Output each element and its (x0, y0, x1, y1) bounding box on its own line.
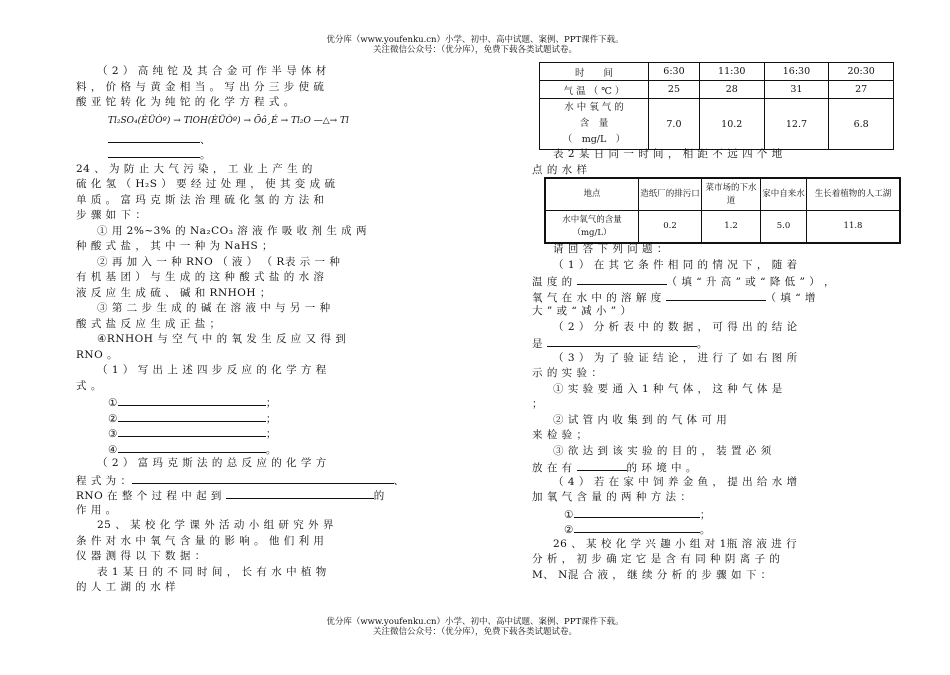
answer-row-2[interactable] (76, 410, 456, 426)
cell-line: （ mg/L ） (562, 134, 626, 145)
q25-line: ① 实 验 要 通 入 1 种 气 体 ， 这 种 气 体 是 (553, 382, 783, 395)
caption-line: 表 2 某 日 同 一 时 间 ， 相 距 不 远 四 个 地 (553, 148, 783, 160)
mark-1: ① (108, 397, 118, 409)
temp-fill-line[interactable] (532, 273, 910, 289)
footer-line-1: 优分库（www.youfenku.cn）小学、初中、高中试题、案例、PPT课件下载。 (326, 617, 624, 627)
table-cell: 11:30 (699, 63, 764, 81)
table-cell: 生长着植物的人工湖 (807, 178, 901, 211)
period-mark: 。 (200, 149, 211, 161)
q25-line: 示 的 实 验 ： (532, 367, 603, 379)
table-cell: 地点 (545, 178, 639, 211)
cell-line: 含 量 (579, 118, 609, 129)
table-cell: 20:30 (829, 63, 894, 81)
q26-line: M、 N混 合 液 ， 继 续 分 析 的 步 骤 如 下 ： (532, 568, 772, 581)
q25-line: 25 、 某 校 化 学 课 外 活 动 小 组 研 究 外 界 (97, 519, 334, 531)
cell-line: 水 中 氧 气 的 (564, 102, 624, 113)
table-cell: 31 (764, 81, 829, 99)
temp-suffix: （ 填 “ 升 高 ” 或 “ 降 低 ” ） ， (666, 276, 836, 288)
q24-line: 式 。 (76, 379, 102, 392)
mark-4: ④ (108, 443, 118, 456)
o2-prefix: 氧 气 在 水 中 的 溶 解 度 (532, 291, 662, 304)
q25-line: 请 回 答 下 列 问 题 ： (553, 243, 668, 255)
table-cell: 气 温 （ ℃ ） (540, 81, 649, 99)
answer-row-4[interactable] (76, 441, 456, 457)
answer-blank[interactable] (577, 459, 627, 471)
q24-line: 单 质 。 富 玛 克 斯 法 治 理 硫 化 氢 的 方 法 和 (76, 193, 325, 206)
table-row (540, 99, 894, 150)
q24-line: ② 再 加 入 一 种 RNO （ 液 ） （ R表 示 一 种 (97, 255, 341, 268)
answer-blank[interactable] (118, 394, 266, 406)
table-row (540, 63, 894, 81)
q24-line: ④RNHOH 与 空 气 中 的 氧 发 生 反 应 又 得 到 (97, 333, 347, 345)
table-cell: 16:30 (764, 63, 829, 81)
table-cell: 造纸厂的排污口 (639, 178, 702, 211)
temp-prefix: 温 度 的 (532, 276, 573, 288)
answer-blank[interactable] (547, 335, 697, 347)
page-header (0, 35, 950, 55)
header-line-1: 优分库（www.youfenku.cn）小学、初中、高中试题、案例、PPT课件下载。 (326, 35, 624, 45)
answer-line-2[interactable] (76, 146, 456, 162)
answer-blank[interactable] (108, 146, 200, 158)
fill-end-line: 大 ” 或 “ 减 小 ” ） (532, 305, 632, 317)
q25-line: 加 氧 气 含 量 的 两 种 方 法 ： (532, 491, 692, 503)
q24-2-label: 程 式 为 ： (76, 474, 132, 487)
comma-mark: 、 (200, 133, 211, 146)
period-mark: 。 (696, 338, 708, 350)
table-cell: 27 (829, 81, 894, 99)
q24-2-line-equation[interactable] (76, 472, 456, 488)
q25-line: 来 检 验 ； (532, 429, 588, 441)
q25-line: 仪 器 测 得 以 下 数 据 ： (76, 550, 206, 562)
table-cell: 1.2 (702, 211, 761, 244)
q26-line: 26 、 某 校 化 学 兴 趣 小 组 对 1瓶 溶 液 进 行 (553, 537, 798, 550)
right-column (532, 242, 910, 583)
answer-blank[interactable] (226, 487, 374, 499)
table-2-caption (532, 147, 910, 178)
table-cell: 家中自来水 (761, 178, 807, 211)
q24-2-line: 作 用 。 (76, 503, 117, 516)
method-row-1[interactable] (532, 506, 910, 522)
semicolon-mark: ； (265, 412, 277, 425)
q2-line: 酸 亚 铊 转 化 为 纯 铊 的 化 学 方 程 式 。 (76, 96, 295, 108)
q24-line: ① 用 2%~3% 的 Na₂CO₃ 溶 液 作 吸 收 剂 生 成 两 (97, 224, 368, 237)
footer-line-2: 关注微信公众号：（优分库），免费下载各类试题试卷。 (372, 627, 577, 637)
q25-line: ③ 欲 达 到 该 实 验 的 目 的 ， 装 置 必 须 (553, 444, 772, 457)
o2-fill-line[interactable] (532, 289, 910, 305)
table-cell: 水中氧气的含量（mg/L） (545, 211, 639, 244)
left-column (76, 64, 456, 596)
q26-line: 分 析 ， 初 步 确 定 它 是 含 有 同 种 阴 离 子 的 (532, 553, 781, 565)
q25-line: 的 人 工 湖 的 水 样 (76, 581, 177, 593)
env-prefix: 放 在 有 (532, 462, 573, 474)
table-cell: 11.8 (807, 211, 901, 244)
q24-line: 硫 化 氢 （ H₂S ） 要 经 过 处 理 ， 使 其 变 成 硫 (76, 178, 336, 190)
answer-blank[interactable] (574, 521, 700, 533)
semicolon-mark: ； (699, 508, 711, 521)
q25-line: （ 1 ） 在 其 它 条 件 相 同 的 情 况 下 ， 随 着 (553, 258, 798, 271)
caption-line: 点 的 水 样 (532, 163, 588, 176)
table-cell: 时 间 (540, 63, 649, 81)
mark-1: ① (564, 508, 574, 521)
q24-line: 液 反 应 生 成 硫 、 碱 和 RNHOH ； (76, 286, 271, 299)
q25-line: （ 4 ） 若 在 家 中 饲 养 金 鱼 ， 提 出 给 水 增 (553, 475, 798, 488)
table-row (545, 178, 900, 211)
q24-line: 步 骤 如 下 ： (76, 209, 147, 221)
answer-blank[interactable] (118, 425, 266, 437)
answer-blank[interactable] (108, 131, 200, 143)
q25-line: ； (532, 398, 543, 410)
q24-2-label: RNO 在 整 个 过 程 中 起 到 (76, 490, 222, 502)
semicolon-mark: ； (265, 428, 277, 440)
q24-2-line: （ 2 ） 富 玛 克 斯 法 的 总 反 应 的 化 学 方 (97, 457, 327, 469)
table-cell: 0.2 (639, 211, 702, 244)
answer-row-3[interactable] (76, 425, 456, 441)
table-row (545, 211, 900, 244)
q2-line: 料 ， 价 格 与 黄 金 相 当 。 写 出 分 三 步 使 硫 (76, 80, 325, 93)
q24-line: 种 酸 式 盐 ， 其 中 一 种 为 NaHS ； (76, 240, 274, 252)
q24-line: 酸 式 盐 反 应 生 成 正 盐 ； (76, 317, 221, 330)
answer-line-1[interactable] (76, 131, 456, 147)
de-mark: 的 (373, 490, 385, 502)
answer-blank[interactable] (574, 506, 700, 518)
answer-row-1[interactable] (76, 394, 456, 410)
table-cell: 28 (699, 81, 764, 99)
conclusion-line[interactable] (532, 335, 910, 351)
q2-line: （ 2 ） 高 纯 铊 及 其 合 金 可 作 半 导 体 材 (97, 65, 327, 77)
mark-3: ③ (108, 428, 118, 440)
table-2 (544, 177, 901, 244)
table-cell: 5.0 (761, 211, 807, 244)
page-footer (0, 617, 950, 637)
semicolon-mark: ； (265, 397, 277, 409)
env-fill-line[interactable] (532, 459, 910, 475)
answer-blank[interactable] (666, 289, 766, 301)
table-1 (539, 62, 894, 150)
q24-2-line-role[interactable] (76, 487, 456, 503)
table-cell (540, 99, 649, 150)
method-row-2[interactable] (532, 521, 910, 537)
q24-line: 24 、 为 防 止 大 气 污 染 ， 工 业 上 产 生 的 (76, 162, 313, 175)
q25-line: （ 3 ） 为 了 验 证 结 论 ， 进 行 了 如 右 图 所 (553, 351, 798, 364)
table-cell: 菜市场的下水道 (702, 178, 761, 211)
q24-line: ③ 第 二 步 生 成 的 碱 在 溶 液 中 与 另 一 种 (97, 302, 331, 314)
conclusion-prefix: 是 (532, 338, 543, 350)
reaction-formula: Tl₂SO₄(ÈÜÒº) → TlOH(ÈÜÒº) → Õô¸É → Tl₂O —△→ Tl (108, 115, 349, 126)
period-mark: 。 (265, 443, 277, 456)
table-row (540, 81, 894, 99)
period-mark: 。 (699, 524, 711, 536)
q25-line: 表 1 某 日 的 不 同 时 间 ， 长 有 水 中 植 物 (97, 565, 327, 578)
analysis-line: （ 2 ） 分 析 表 中 的 数 据 ， 可 得 出 的 结 论 (553, 320, 798, 333)
q24-line: （ 1 ） 写 出 上 述 四 步 反 应 的 化 学 方 程 (97, 364, 327, 376)
mark-2: ② (564, 524, 574, 536)
table-cell: 12.7 (764, 99, 829, 150)
answer-blank[interactable] (577, 273, 667, 285)
env-suffix: 的 环 境 中 。 (626, 462, 697, 474)
mark-2: ② (108, 412, 118, 425)
q25-line: 条 件 对 水 中 氧 气 含 量 的 影 响 。 他 们 利 用 (76, 534, 325, 547)
table-cell: 7.0 (649, 99, 700, 150)
answer-blank[interactable] (118, 441, 266, 453)
comma-mark: 、 (393, 474, 405, 487)
o2-suffix: （ 填 “ 增 (765, 291, 816, 304)
answer-blank[interactable] (132, 472, 394, 484)
table-cell: 6:30 (649, 63, 700, 81)
table-cell: 25 (649, 81, 700, 99)
q24-line: 有 机 基 团 ） 与 生 成 的 这 种 酸 式 盐 的 水 溶 (76, 271, 325, 283)
answer-blank[interactable] (118, 410, 266, 422)
q25-line: ② 试 管 内 收 集 到 的 气 体 可 用 (553, 413, 728, 426)
header-line-2: 关注微信公众号：（优分库），免费下载各类试题试卷。 (372, 45, 577, 55)
q24-line: RNO 。 (76, 348, 119, 361)
table-cell: 6.8 (829, 99, 894, 150)
table-cell: 10.2 (699, 99, 764, 150)
